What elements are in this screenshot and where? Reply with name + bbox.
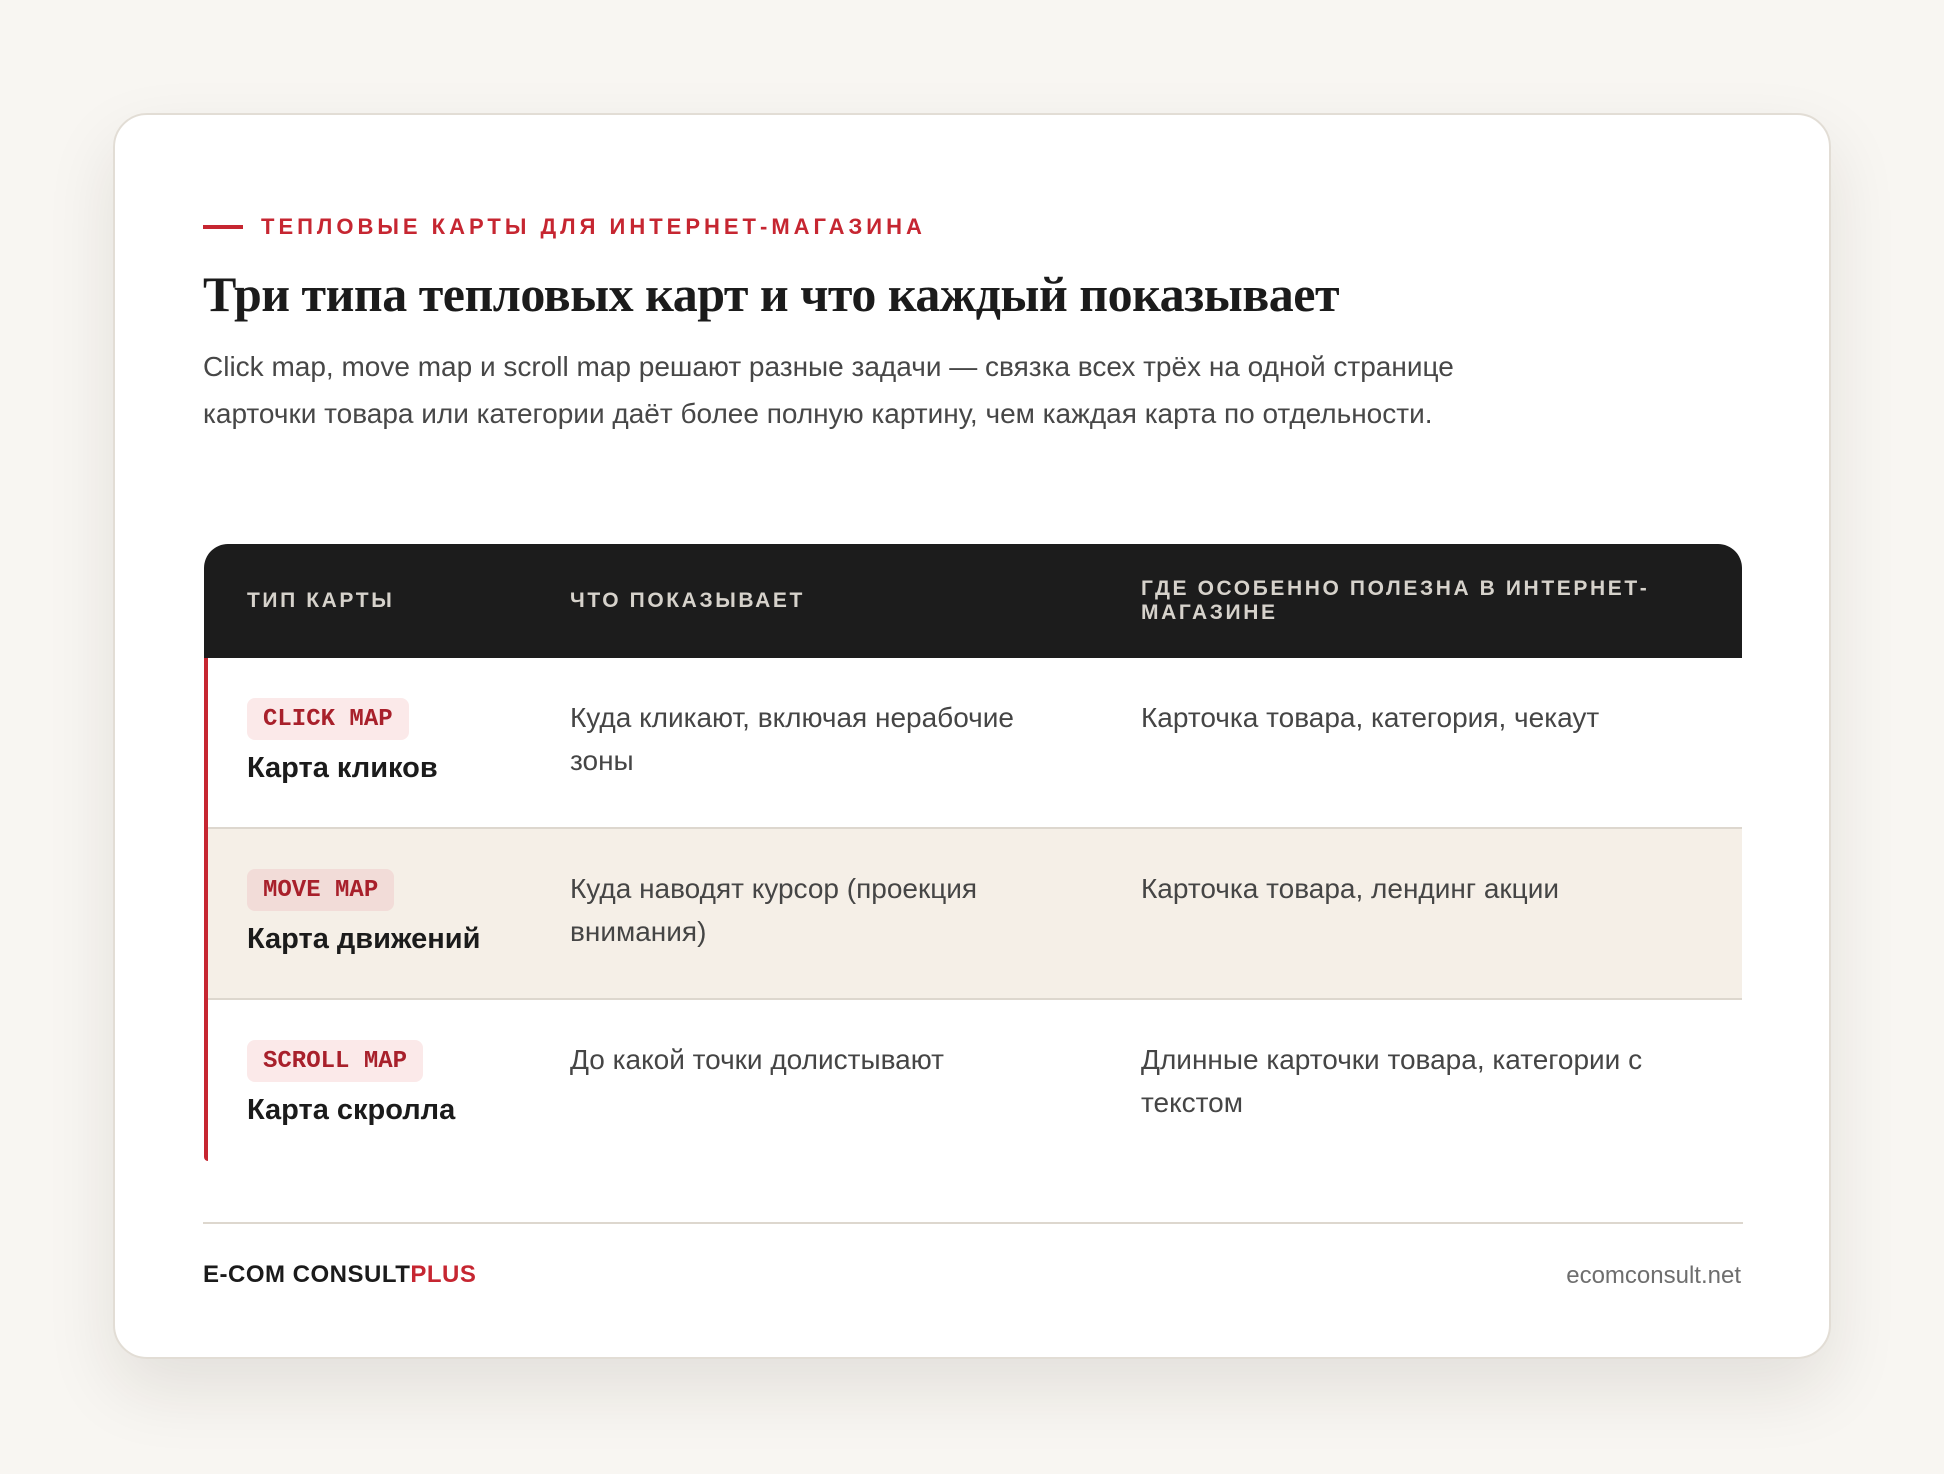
page-title: Три типа тепловых карт и что каждый показывает <box>203 266 1340 322</box>
cell-shows: Куда кликают, включая нерабочие зоны <box>570 702 1014 776</box>
cell-shows: Куда наводят курсор (проекция внимания) <box>570 873 978 947</box>
footer-divider <box>203 1222 1743 1224</box>
brand-logo <box>203 1261 476 1289</box>
cell-useful: Длинные карточки товара, категории с текстом <box>1141 1044 1643 1118</box>
cell-shows: До какой точки долистывают <box>570 1044 944 1075</box>
map-type-name: Карта кликов <box>247 752 438 784</box>
brand-name-accent: PLUS <box>410 1261 477 1288</box>
site-url: ecomconsult.net <box>1566 1262 1741 1289</box>
table-row <box>208 658 1742 829</box>
heatmap-types-table <box>204 544 1742 1161</box>
table-header <box>204 544 1742 658</box>
column-header-useful: ГДЕ ОСОБЕННО ПОЛЕЗНА В ИНТЕРНЕТ-МАГАЗИНЕ <box>1141 577 1650 624</box>
map-type-tag: MOVE MAP <box>247 869 394 911</box>
cell-useful: Карточка товара, категория, чекаут <box>1141 702 1600 733</box>
column-header-type: ТИП КАРТЫ <box>247 589 395 612</box>
eyebrow-accent-line <box>203 225 243 229</box>
page-subtitle: Click map, move map и scroll map решают разные задачи — связка всех трёх на одной странице карточки товара или категории даёт более полную картину, чем каждая карта по отдельности. <box>203 351 1454 429</box>
map-type-tag: CLICK MAP <box>247 698 409 740</box>
brand-name: E-COM CONSULT <box>203 1261 411 1288</box>
table-row <box>208 1000 1742 1161</box>
map-type-tag: SCROLL MAP <box>247 1040 423 1082</box>
infographic-card <box>113 113 1831 1359</box>
column-header-shows: ЧТО ПОКАЗЫВАЕТ <box>570 589 805 612</box>
eyebrow-text: ТЕПЛОВЫЕ КАРТЫ ДЛЯ ИНТЕРНЕТ-МАГАЗИНА <box>261 214 926 239</box>
map-type-name: Карта скролла <box>247 1094 456 1126</box>
table-row <box>208 829 1742 1000</box>
eyebrow <box>203 207 926 247</box>
cell-useful: Карточка товара, лендинг акции <box>1141 873 1559 904</box>
map-type-name: Карта движений <box>247 923 481 955</box>
